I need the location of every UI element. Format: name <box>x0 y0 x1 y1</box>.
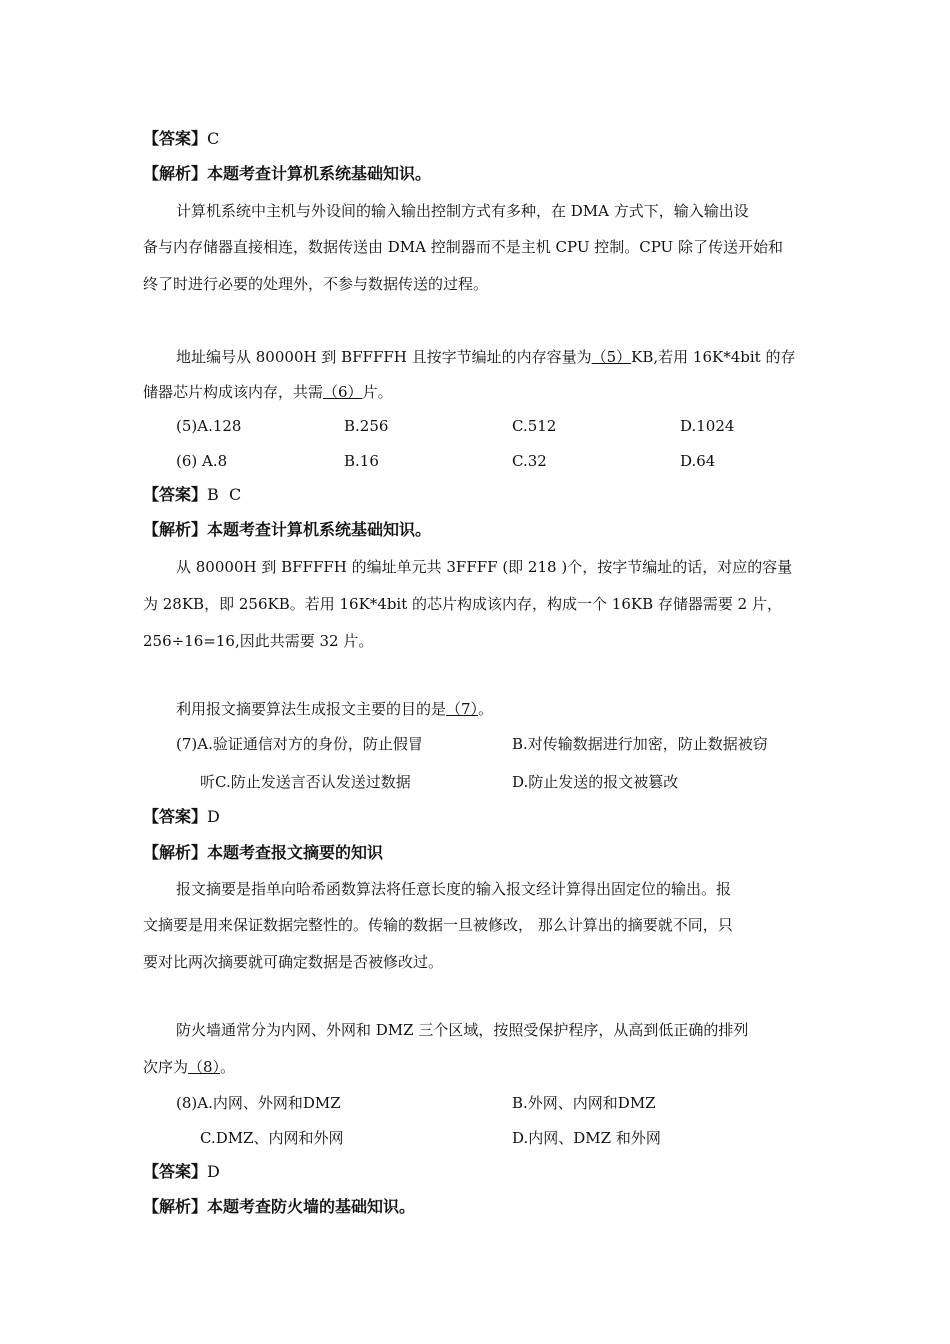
stem-text: 利用报文摘要算法生成报文主要的目的是 <box>176 700 447 718</box>
analysis-title: 本题考查计算机系统基础知识。 <box>207 520 432 539</box>
option-5c: C.512 <box>512 417 557 435</box>
option-7c: 听C.防止发送言否认发送过数据 <box>200 773 411 791</box>
answer-line-q5 <box>143 484 241 506</box>
analysis-text-line: 256÷16=16,因此共需要 32 片。 <box>143 632 374 650</box>
stem-text: 次序为 <box>143 1058 189 1076</box>
analysis-label: 【解析】 <box>143 164 208 183</box>
question-stem-q5 <box>176 346 795 368</box>
stem-text: 储器芯片构成该内存，共需 <box>143 383 324 401</box>
analysis-title: 本题考查报文摘要的知识 <box>207 843 384 862</box>
answer-label: 【答案】 <box>143 1162 208 1181</box>
option-6d: D.64 <box>680 452 716 470</box>
blank-6: （6） <box>323 383 363 401</box>
analysis-label: 【解析】 <box>143 520 208 539</box>
analysis-heading-q7 <box>143 842 383 864</box>
answer-line-q8 <box>143 1161 220 1183</box>
answer-line-q7 <box>143 806 220 828</box>
blank-8: （8） <box>188 1058 221 1076</box>
question-stem-q6 <box>143 381 393 403</box>
analysis-text-line: 计算机系统中主机与外设间的输入输出控制方式有多种，在 DMA 方式下，输入输出设 <box>176 202 749 220</box>
answer-value: D <box>207 1162 220 1181</box>
option-8d: D.内网、DMZ 和外网 <box>512 1129 661 1147</box>
answer-line-q4 <box>143 128 219 150</box>
option-6a: (6) A.8 <box>176 452 228 470</box>
question-stem-q7 <box>176 698 493 720</box>
option-6c: C.32 <box>512 452 547 470</box>
option-5a: (5)A.128 <box>176 417 242 435</box>
option-7b: B.对传输数据进行加密，防止数据被窃 <box>512 735 768 753</box>
blank-5: （5） <box>591 348 632 366</box>
analysis-title: 本题考查计算机系统基础知识。 <box>207 164 432 183</box>
analysis-title: 本题考查防火墙的基础知识。 <box>207 1197 416 1216</box>
option-8b: B.外网、内网和DMZ <box>512 1094 656 1112</box>
answer-label: 【答案】 <box>143 807 208 826</box>
analysis-text-line: 从 80000H 到 BFFFFH 的编址单元共 3FFFF (即 218 )个，按字节编址的话，对应的容量 <box>176 558 793 576</box>
analysis-text-line: 要对比两次摘要就可确定数据是否被修改过。 <box>143 953 444 971</box>
option-7d: D.防止发送的报文被篡改 <box>512 773 679 791</box>
analysis-heading-q5 <box>143 519 431 541</box>
stem-text: 片。 <box>362 383 393 401</box>
answer-value: D <box>207 807 220 826</box>
stem-text: KB,若用 16K*4bit 的存 <box>631 348 796 366</box>
analysis-text-line: 为 28KB，即 256KB。若用 16K*4bit 的芯片构成该内存，构成一个 16KB 存储器需要 2 片， <box>143 595 782 613</box>
answer-value: C <box>207 129 220 148</box>
option-5d: D.1024 <box>680 417 735 435</box>
analysis-label: 【解析】 <box>143 843 208 862</box>
stem-text: 。 <box>478 700 494 718</box>
option-7a: (7)A.验证通信对方的身份，防止假冒 <box>176 735 423 753</box>
stem-text: 。 <box>220 1058 236 1076</box>
analysis-text-line: 文摘要是用来保证数据完整性的。传输的数据一旦被修改， 那么计算出的摘要就不同，只 <box>143 916 733 934</box>
analysis-text-line: 终了时进行必要的处理外，不参与数据传送的过程。 <box>143 275 489 293</box>
option-8c: C.DMZ、内网和外网 <box>200 1129 344 1147</box>
blank-7: （7） <box>446 700 479 718</box>
analysis-text-line: 报文摘要是指单向哈希函数算法将任意长度的输入报文经计算得出固定位的输出。报 <box>176 880 732 898</box>
analysis-heading-q4 <box>143 163 431 185</box>
analysis-heading-q8 <box>143 1196 415 1218</box>
stem-text: 地址编号从 80000H 到 BFFFFH 且按字节编址的内存容量为 <box>176 348 592 366</box>
question-stem-q8: 防火墙通常分为内网、外网和 DMZ 三个区域，按照受保护程序，从高到低正确的排列 <box>176 1021 749 1039</box>
answer-value: B C <box>207 485 242 504</box>
option-5b: B.256 <box>344 417 389 435</box>
answer-label: 【答案】 <box>143 129 208 148</box>
option-6b: B.16 <box>344 452 379 470</box>
analysis-label: 【解析】 <box>143 1197 208 1216</box>
answer-label: 【答案】 <box>143 485 208 504</box>
analysis-text-line: 备与内存储器直接相连，数据传送由 DMA 控制器而不是主机 CPU 控制。CPU 除了传送开始和 <box>143 238 783 256</box>
option-8a: (8)A.内网、外网和DMZ <box>176 1094 341 1112</box>
question-stem-q8-line2 <box>143 1056 235 1078</box>
